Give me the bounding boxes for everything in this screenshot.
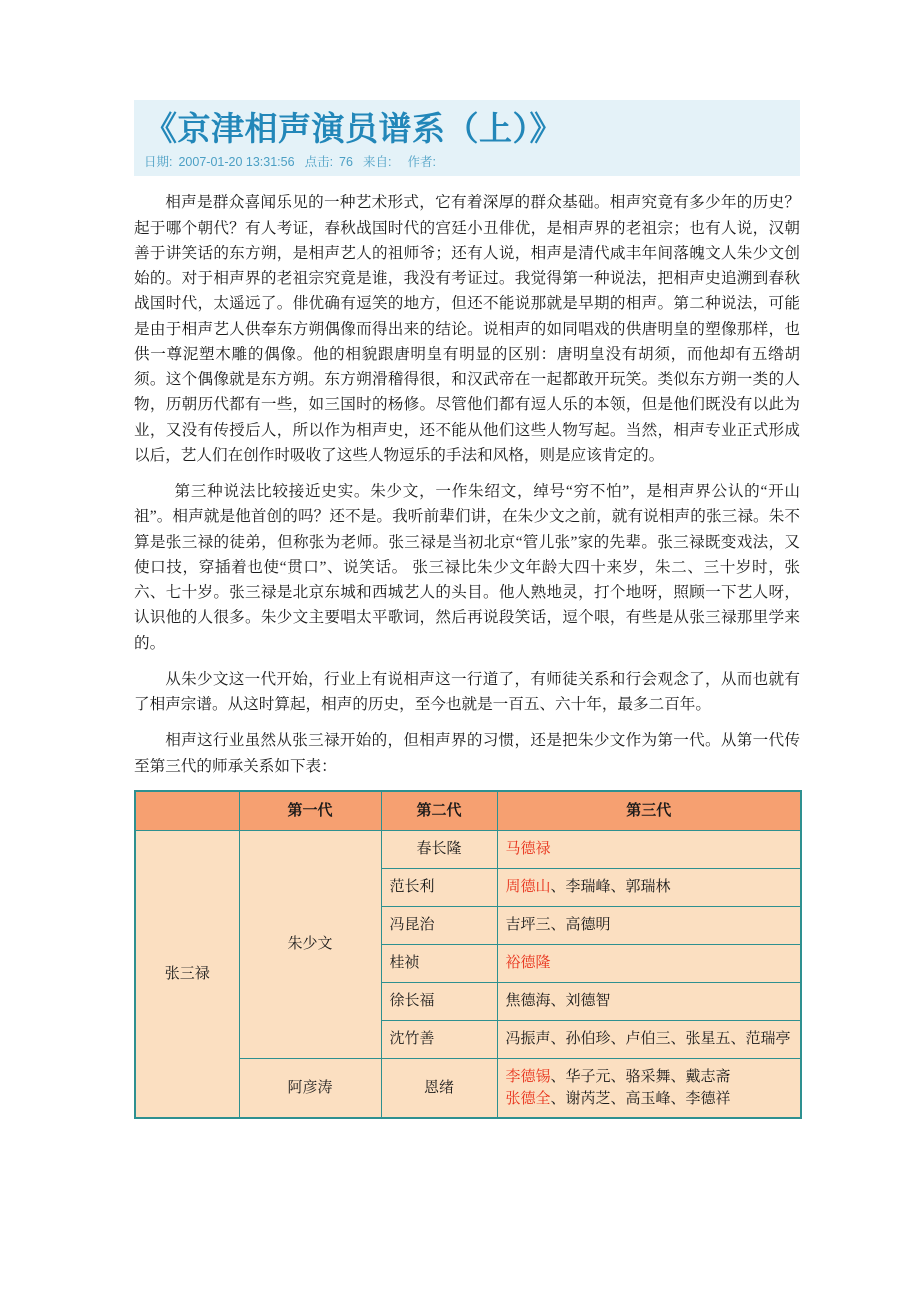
meta-date-value: 2007-01-20 13:31:56 [178, 155, 295, 170]
disciple-line [506, 952, 793, 975]
cell-generation-1: 阿彦涛 [239, 1058, 381, 1118]
disciple-name-group: 焦德海、刘德智 [505, 993, 611, 1009]
cell-generation-2: 沈竹善 [381, 1020, 497, 1058]
cell-generation-2: 桂祯 [381, 944, 497, 982]
disciple-name-highlighted: 李德锡 [505, 1068, 551, 1085]
article-body [134, 190, 800, 779]
meta-date-label: 日期: [144, 155, 173, 170]
cell-root-ancestor: 张三禄 [135, 830, 239, 1118]
title-band [134, 100, 800, 176]
meta-hits-value: 76 [339, 155, 353, 170]
disciple-line [506, 1088, 793, 1111]
disciple-name-highlighted: 裕德隆 [505, 955, 551, 971]
disciple-name-highlighted: 周德山 [505, 879, 551, 895]
meta-author-label: 作者: [407, 155, 436, 170]
disciple-name-group: 、华子元、骆采舞、戴志斋 [550, 1068, 731, 1085]
table-row [135, 830, 801, 868]
cell-generation-3 [497, 830, 801, 868]
article-container [134, 100, 800, 1119]
disciple-name-group: 、李瑞峰、郭瑞林 [550, 879, 671, 895]
table-header-row [135, 791, 801, 831]
disciple-name-group: 、谢芮芝、高玉峰、李德祥 [550, 1091, 731, 1107]
disciple-line [506, 1066, 793, 1089]
disciple-line [506, 838, 793, 861]
cell-generation-1: 朱少文 [239, 830, 381, 1058]
cell-generation-2: 春长隆 [381, 830, 497, 868]
disciple-line [506, 1028, 793, 1051]
disciple-line [506, 914, 793, 937]
paragraph: 相声是群众喜闻乐见的一种艺术形式，它有着深厚的群众基础。相声究竟有多少年的历史？起于哪个朝代？有人考证，春秋战国时代的宫廷小丑俳优，是相声界的老祖宗；也有人说，汉朝善于讲笑话的东方朔，是相声艺人的祖师爷；还有人说，相声是清代咸丰年间落魄文人朱少文创始的。对于相声界的老祖宗究竟是谁，我没有考证过。我觉得第一种说法，把相声史追溯到春秋战国时代，太遥远了。俳优确有逗笑的地方，但还不能说那就是早期的相声。第二种说法，可能是由于相声艺人供奉东方朔偶像而得出来的结论。说相声的如同唱戏的供唐明皇的塑像那样，也供一尊泥塑木雕的偶像。他的相貌跟唐明皇有明显的区别：唐明皇没有胡须，而他却有五绺胡须。这个偶像就是东方朔。东方朔滑稽得很，和汉武帝在一起都敢开玩笑。类似东方朔一类的人物，历朝历代都有一些，如三国时的杨修。尽管他们都有逗人乐的本领，但是他们既没有以此为业，又没有传授后人，所以作为相声史，还不能从他们这些人物写起。当然，相声专业正式形成以后，艺人们在创作时吸收了这些人物逗乐的手法和风格，则是应该肯定的。 [134, 194, 800, 464]
article-meta [144, 152, 790, 170]
lineage-table [134, 790, 802, 1120]
cell-generation-3 [497, 1058, 801, 1118]
cell-generation-3 [497, 982, 801, 1020]
table-header [135, 791, 801, 831]
meta-hits-label: 点击: [304, 155, 334, 170]
cell-generation-3 [497, 906, 801, 944]
meta-source-label: 来自: [362, 155, 392, 170]
disciple-line [506, 990, 793, 1013]
cell-generation-2: 徐长福 [381, 982, 497, 1020]
column-header-gen1: 第一代 [239, 791, 381, 831]
cell-generation-3 [497, 1020, 801, 1058]
disciple-name-highlighted: 马德禄 [505, 841, 551, 857]
cell-generation-3 [497, 868, 801, 906]
cell-generation-2: 冯昆治 [381, 906, 497, 944]
column-header-gen2: 第二代 [381, 791, 497, 831]
paragraph: 第三种说法比较接近史实。朱少文，一作朱绍文，绰号“穷不怕”，是相声界公认的“开山祖”。相声就是他首创的吗？还不是。我听前辈们讲，在朱少文之前，就有说相声的张三禄。朱不算是张三禄的徒弟，但称张为老师。张三禄是当初北京“管儿张”家的先辈。张三禄既变戏法，又使口技，穿插着也使“贯口”、说笑话。 张三禄比朱少文年龄大四十来岁，朱二、三十岁时，张六、七十岁。张三禄是北京东城和西城艺人的头目。他人熟地灵，打个地呀，照顾一下艺人呀，认识他的人很多。朱少文主要唱太平歌词，然后再说段笑话，逗个哏，有些是从张三禄那里学来的。 [134, 483, 800, 652]
disciple-line [506, 876, 793, 899]
disciple-name-highlighted: 张德全 [505, 1091, 551, 1107]
disciple-name-group: 吉坪三、高德明 [505, 917, 611, 933]
table-body [135, 830, 801, 1118]
cell-generation-2: 范长利 [381, 868, 497, 906]
cell-generation-3 [497, 944, 801, 982]
disciple-name-group: 冯振声、孙伯珍、卢伯三、张星五、范瑞亭 [505, 1031, 791, 1047]
column-header-root [135, 791, 239, 831]
paragraph: 从朱少文这一代开始，行业上有说相声这一行道了，有师徒关系和行会观念了，从而也就有了相声宗谱。从这时算起，相声的历史，至今也就是一百五、六十年，最多二百年。 [134, 670, 800, 713]
paragraph: 相声这行业虽然从张三禄开始的，但相声界的习惯，还是把朱少文作为第一代。从第一代传至第三代的师承关系如下表： [134, 732, 800, 775]
page-title: 《京津相声演员谱系（上）》 [144, 110, 563, 147]
cell-generation-2: 恩绪 [381, 1058, 497, 1118]
column-header-gen3: 第三代 [497, 791, 801, 831]
